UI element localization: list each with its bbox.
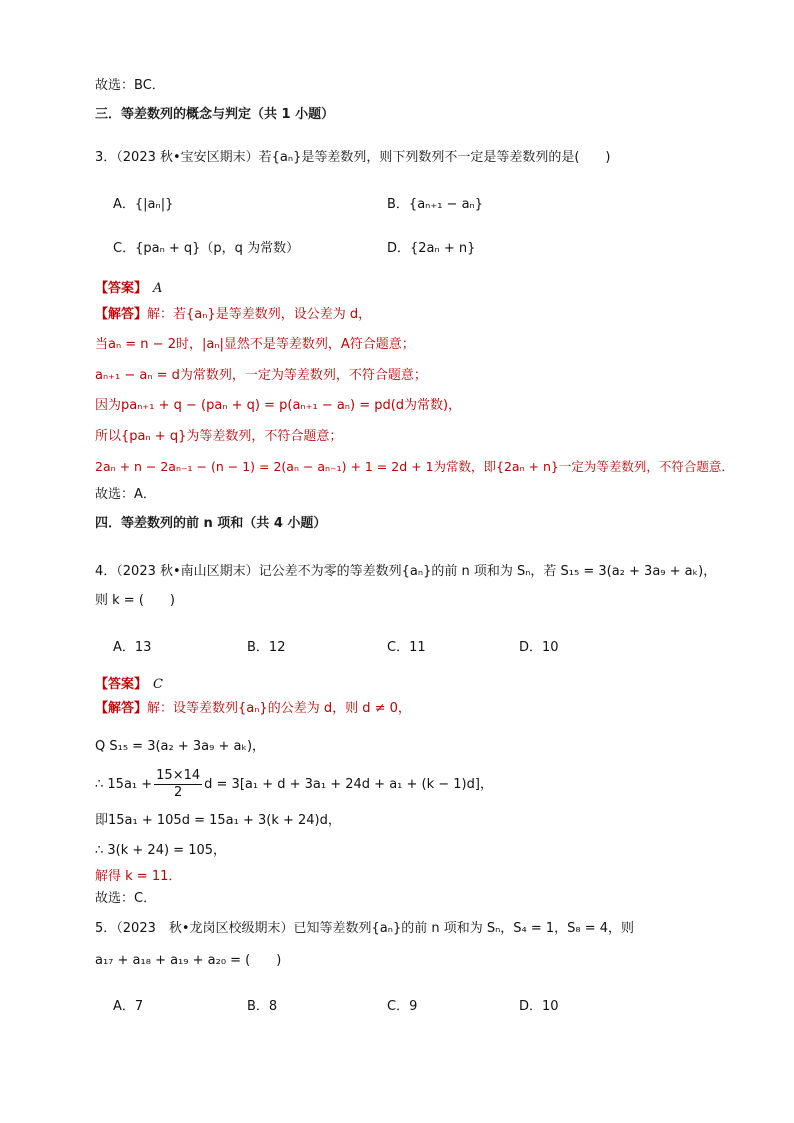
q3-solution-line-5: 所以{paₙ + q}为等差数列，不符合题意； bbox=[95, 429, 343, 444]
q4-sol3-prefix: ∴ 15a₁ + bbox=[95, 776, 153, 792]
q4-sol3-fraction bbox=[154, 768, 202, 801]
q4-answer-line bbox=[95, 676, 163, 694]
q4-solution-line-3 bbox=[95, 768, 493, 808]
q3-solution-line-1 bbox=[95, 306, 371, 324]
q3-answer-line bbox=[95, 280, 162, 298]
q4-solution-line-5: ∴ 3(k + 24) = 105， bbox=[95, 843, 227, 858]
q4-option-c: C．11 bbox=[387, 640, 426, 655]
q3-solution-label: 【解答】 bbox=[95, 307, 148, 322]
q4-option-a: A．13 bbox=[113, 640, 152, 655]
q3-option-a: A．{|aₙ|} bbox=[113, 197, 174, 212]
q3-solution-line-4: 因为paₙ₊₁ + q − (paₙ + q) = p(aₙ₊₁ − aₙ) = pd(d为常数)， bbox=[95, 398, 462, 413]
q4-sol3-postfix: d = 3[a₁ + d + 3a₁ + 24d + a₁ + (k − 1)d]， bbox=[204, 776, 493, 792]
q4-solution-line-4: 即15a₁ + 105d = 15a₁ + 3(k + 24)d， bbox=[95, 813, 341, 828]
q4-sol3-denominator: 2 bbox=[174, 785, 183, 800]
q4-solution-line-2: Q S₁₅ = 3(a₂ + 3a₉ + aₖ)， bbox=[95, 739, 266, 754]
q3-solution-line-2: 当aₙ = n − 2时，|aₙ|显然不是等差数列，A符合题意； bbox=[95, 337, 415, 352]
q3-answer-value: A bbox=[153, 281, 163, 296]
q4-answer-label: 【答案】 bbox=[95, 677, 148, 692]
q3-solution-line-3: aₙ₊₁ − aₙ = d为常数列，一定为等差数列，不符合题意； bbox=[95, 368, 427, 383]
section4-heading: 四．等差数列的前 n 项和（共 4 小题） bbox=[95, 516, 327, 531]
q4-option-b: B．12 bbox=[247, 640, 286, 655]
q5-option-b: B．8 bbox=[247, 999, 278, 1014]
q3-stem: 3．（2023 秋•宝安区期末）若{aₙ}是等差数列，则下列数列不一定是等差数列的是( ) bbox=[95, 150, 611, 165]
q4-answer-value: C bbox=[153, 677, 163, 692]
q2-final-answer: 故选：BC． bbox=[95, 78, 165, 93]
q5-stem-line-1: 5．（2023 秋•龙岗区校级期末）已知等差数列{aₙ}的前 n 项和为 Sₙ，S₄ = 1，S₈ = 4，则 bbox=[95, 921, 635, 936]
q3-solution-text-1: 解：若{aₙ}是等差数列，设公差为 d， bbox=[147, 307, 372, 322]
q4-final-answer: 故选：C． bbox=[95, 891, 157, 906]
q4-option-d: D．10 bbox=[519, 640, 559, 655]
q4-stem-line-1: 4．（2023 秋•南山区期末）记公差不为零的等差数列{aₙ}的前 n 项和为 Sₙ，若 S₁₅ = 3(a₂ + 3a₉ + aₖ)， bbox=[95, 564, 717, 579]
q5-option-c: C．9 bbox=[387, 999, 418, 1014]
q3-final-answer: 故选：A． bbox=[95, 487, 156, 502]
q4-sol3-numerator: 15×14 bbox=[156, 768, 201, 783]
q4-solution-line-6: 解得 k = 11． bbox=[95, 869, 182, 884]
section3-heading: 三．等差数列的概念与判定（共 1 小题） bbox=[95, 107, 335, 122]
q4-solution-label: 【解答】 bbox=[95, 701, 148, 716]
q5-option-a: A．7 bbox=[113, 999, 144, 1014]
q3-option-b: B．{aₙ₊₁ − aₙ} bbox=[387, 197, 483, 212]
q4-solution-line-1 bbox=[95, 700, 411, 718]
q4-stem-line-2: 则 k = ( ) bbox=[95, 593, 175, 608]
q3-solution-line-6: 2aₙ + n − 2aₙ₋₁ − (n − 1) = 2(aₙ − aₙ₋₁) + 1 = 2d + 1为常数，即{2aₙ + n}一定为等差数列，不符合题意． bbox=[95, 459, 734, 474]
q3-answer-label: 【答案】 bbox=[95, 281, 148, 296]
q5-option-d: D．10 bbox=[519, 999, 559, 1014]
q3-option-c: C．{paₙ + q}（p，q 为常数） bbox=[113, 241, 300, 256]
q3-option-d: D．{2aₙ + n} bbox=[387, 241, 476, 256]
q4-solution-text-1: 解：设等差数列{aₙ}的公差为 d，则 d ≠ 0， bbox=[147, 701, 411, 716]
q5-stem-line-2: a₁₇ + a₁₈ + a₁₉ + a₂₀ = ( ) bbox=[95, 953, 282, 968]
